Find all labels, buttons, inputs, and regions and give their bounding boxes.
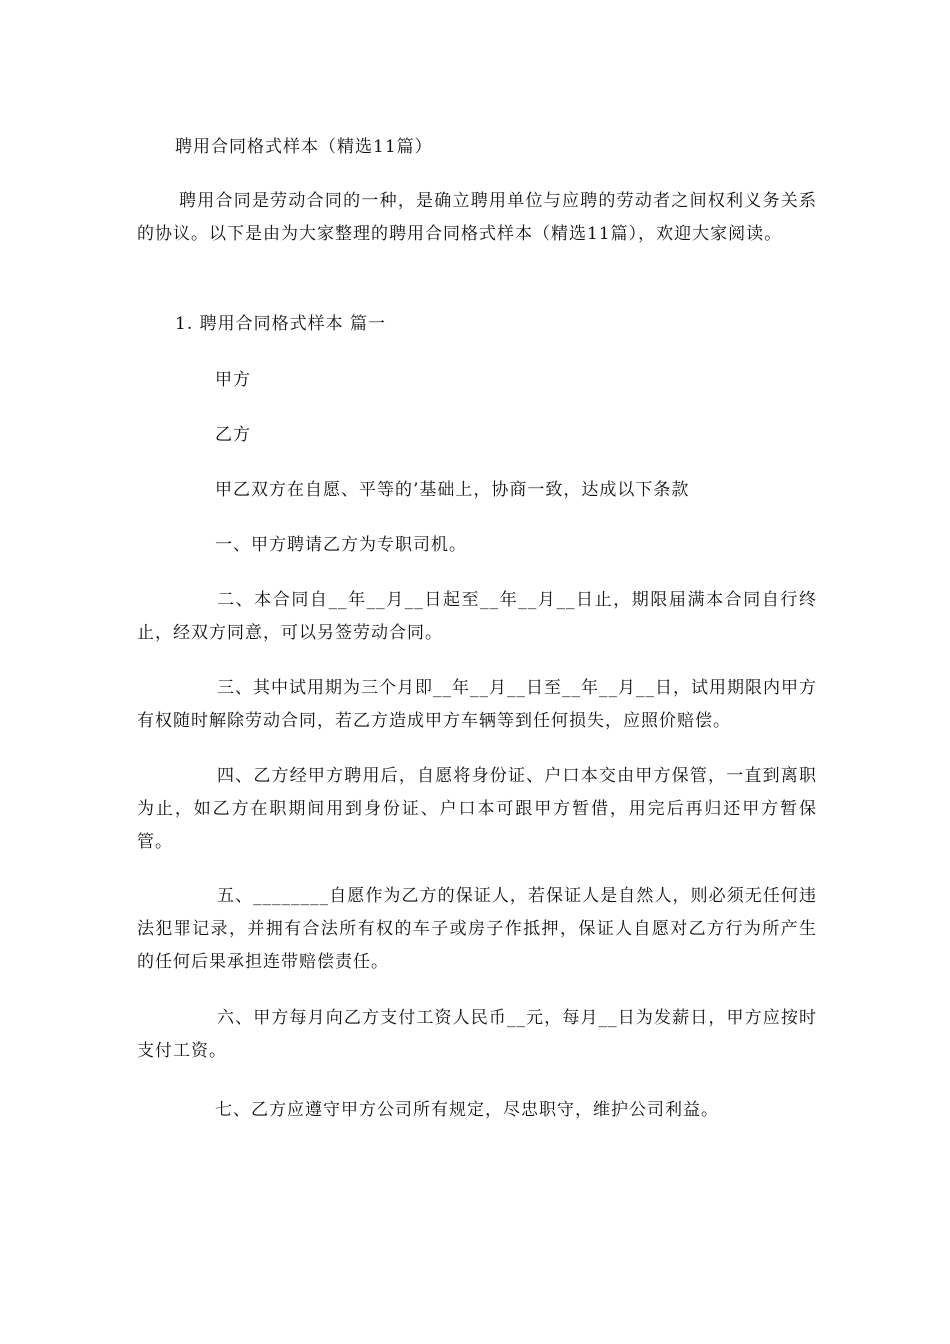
section-heading: 1. 聘用合同格式样本 篇一: [175, 314, 387, 334]
preamble-text: 甲乙双方在自愿、平等的’基础上，协商一致，达成以下条款: [215, 480, 690, 500]
party-a-label: 甲方: [215, 370, 251, 390]
clause-3: 三、其中试用期为三个月即__年__月__日至__年__月__日，试用期限内甲方有权随时解除劳动合同，若乙方造成甲方车辆等到任何损失，应照价赔偿。: [137, 678, 817, 731]
intro-paragraph: 聘用合同是劳动合同的一种，是确立聘用单位与应聘的劳动者之间权利义务关系的协议。以下是由为大家整理的聘用合同格式样本（精选11篇），欢迎大家阅读。: [137, 191, 817, 244]
clause-1: 一、甲方聘请乙方为专职司机。: [215, 535, 467, 555]
clause-6: 六、甲方每月向乙方支付工资人民币__元，每月__日为发薪日，甲方应按时支付工资。: [137, 1008, 817, 1061]
clause-2: 二、本合同自__年__月__日起至__年__月__日止，期限届满本合同自行终止，经双方同意，可以另签劳动合同。: [137, 590, 817, 643]
party-b-label: 乙方: [215, 425, 251, 445]
clause-4: 四、乙方经甲方聘用后，自愿将身份证、户口本交由甲方保管，一直到离职为止，如乙方在职期间用到身份证、户口本可跟甲方暂借，用完后再归还甲方暂保管。: [137, 766, 817, 852]
clause-7: 七、乙方应遵守甲方公司所有规定，尽忠职守，维护公司利益。: [215, 1100, 719, 1120]
clause-5: 五、________自愿作为乙方的保证人，若保证人是自然人，则必须无任何违法犯罪记录，并拥有合法所有权的车子或房子作抵押，保证人自愿对乙方行为所产生的任何后果承担连带赔偿责任。: [137, 886, 817, 972]
document-title: 聘用合同格式样本（精选11篇）: [175, 137, 433, 157]
